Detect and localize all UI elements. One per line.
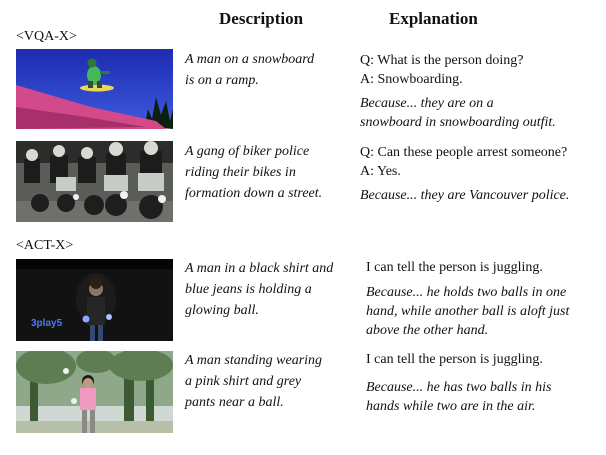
explanation-line: Because... he holds two balls in one: [366, 285, 567, 300]
explanation-line: above the other hand.: [366, 323, 489, 338]
description-line: a pink shirt and grey: [185, 374, 302, 389]
explanation-header: Explanation: [389, 9, 478, 28]
question-text: Q: Can these people arrest someone?: [360, 145, 568, 160]
snowboard-qa: [360, 51, 523, 89]
snowboard-explanation: [360, 94, 556, 132]
act-x-section-label: <ACT-X>: [16, 238, 74, 253]
description-line: A gang of biker police: [185, 144, 310, 159]
explanation-line: hand, while another ball is aloft just: [366, 304, 570, 319]
juggler-dark-image: [16, 259, 173, 341]
biker-explanation: [360, 186, 569, 205]
description-line: A man in a black shirt and: [185, 261, 334, 276]
description-line: blue jeans is holding a: [185, 282, 312, 297]
description-line: A man on a snowboard: [185, 52, 315, 67]
biker-qa: [360, 143, 567, 181]
description-line: riding their bikes in: [185, 165, 296, 180]
biker-description: [185, 141, 357, 204]
snowboard-description: [185, 49, 357, 91]
vqa-x-section-label: <VQA-X>: [16, 29, 77, 44]
juggler-outdoor-image: [16, 351, 173, 433]
description-line: pants near a ball.: [185, 395, 284, 410]
juggler-dark-statement: I can tell the person is juggling.: [366, 260, 543, 275]
description-line: glowing ball.: [185, 303, 259, 318]
explanation-line: Because... they are Vancouver police.: [360, 188, 570, 203]
description-line: formation down a street.: [185, 186, 323, 201]
video-watermark: 3play5: [31, 318, 63, 329]
snowboard-image: [16, 49, 173, 129]
juggler-outdoor-description: [185, 350, 357, 413]
juggler-dark-description: [185, 258, 357, 321]
description-header: Description: [219, 9, 304, 28]
juggler-outdoor-statement: I can tell the person is juggling.: [366, 352, 543, 367]
answer-text: A: Snowboarding.: [360, 72, 463, 87]
explanation-line: hands while two are in the air.: [366, 399, 536, 414]
answer-text: A: Yes.: [360, 164, 401, 179]
description-line: is on a ramp.: [185, 73, 259, 88]
juggler-outdoor-explanation: [366, 378, 552, 416]
biker-police-image: [16, 141, 173, 222]
explanation-line: snowboard in snowboarding outfit.: [360, 115, 556, 130]
explanation-line: Because... they are on a: [360, 96, 494, 111]
juggler-dark-explanation: [366, 283, 569, 340]
question-text: Q: What is the person doing?: [360, 53, 524, 68]
description-line: A man standing wearing: [185, 353, 323, 368]
explanation-line: Because... he has two balls in his: [366, 380, 552, 395]
